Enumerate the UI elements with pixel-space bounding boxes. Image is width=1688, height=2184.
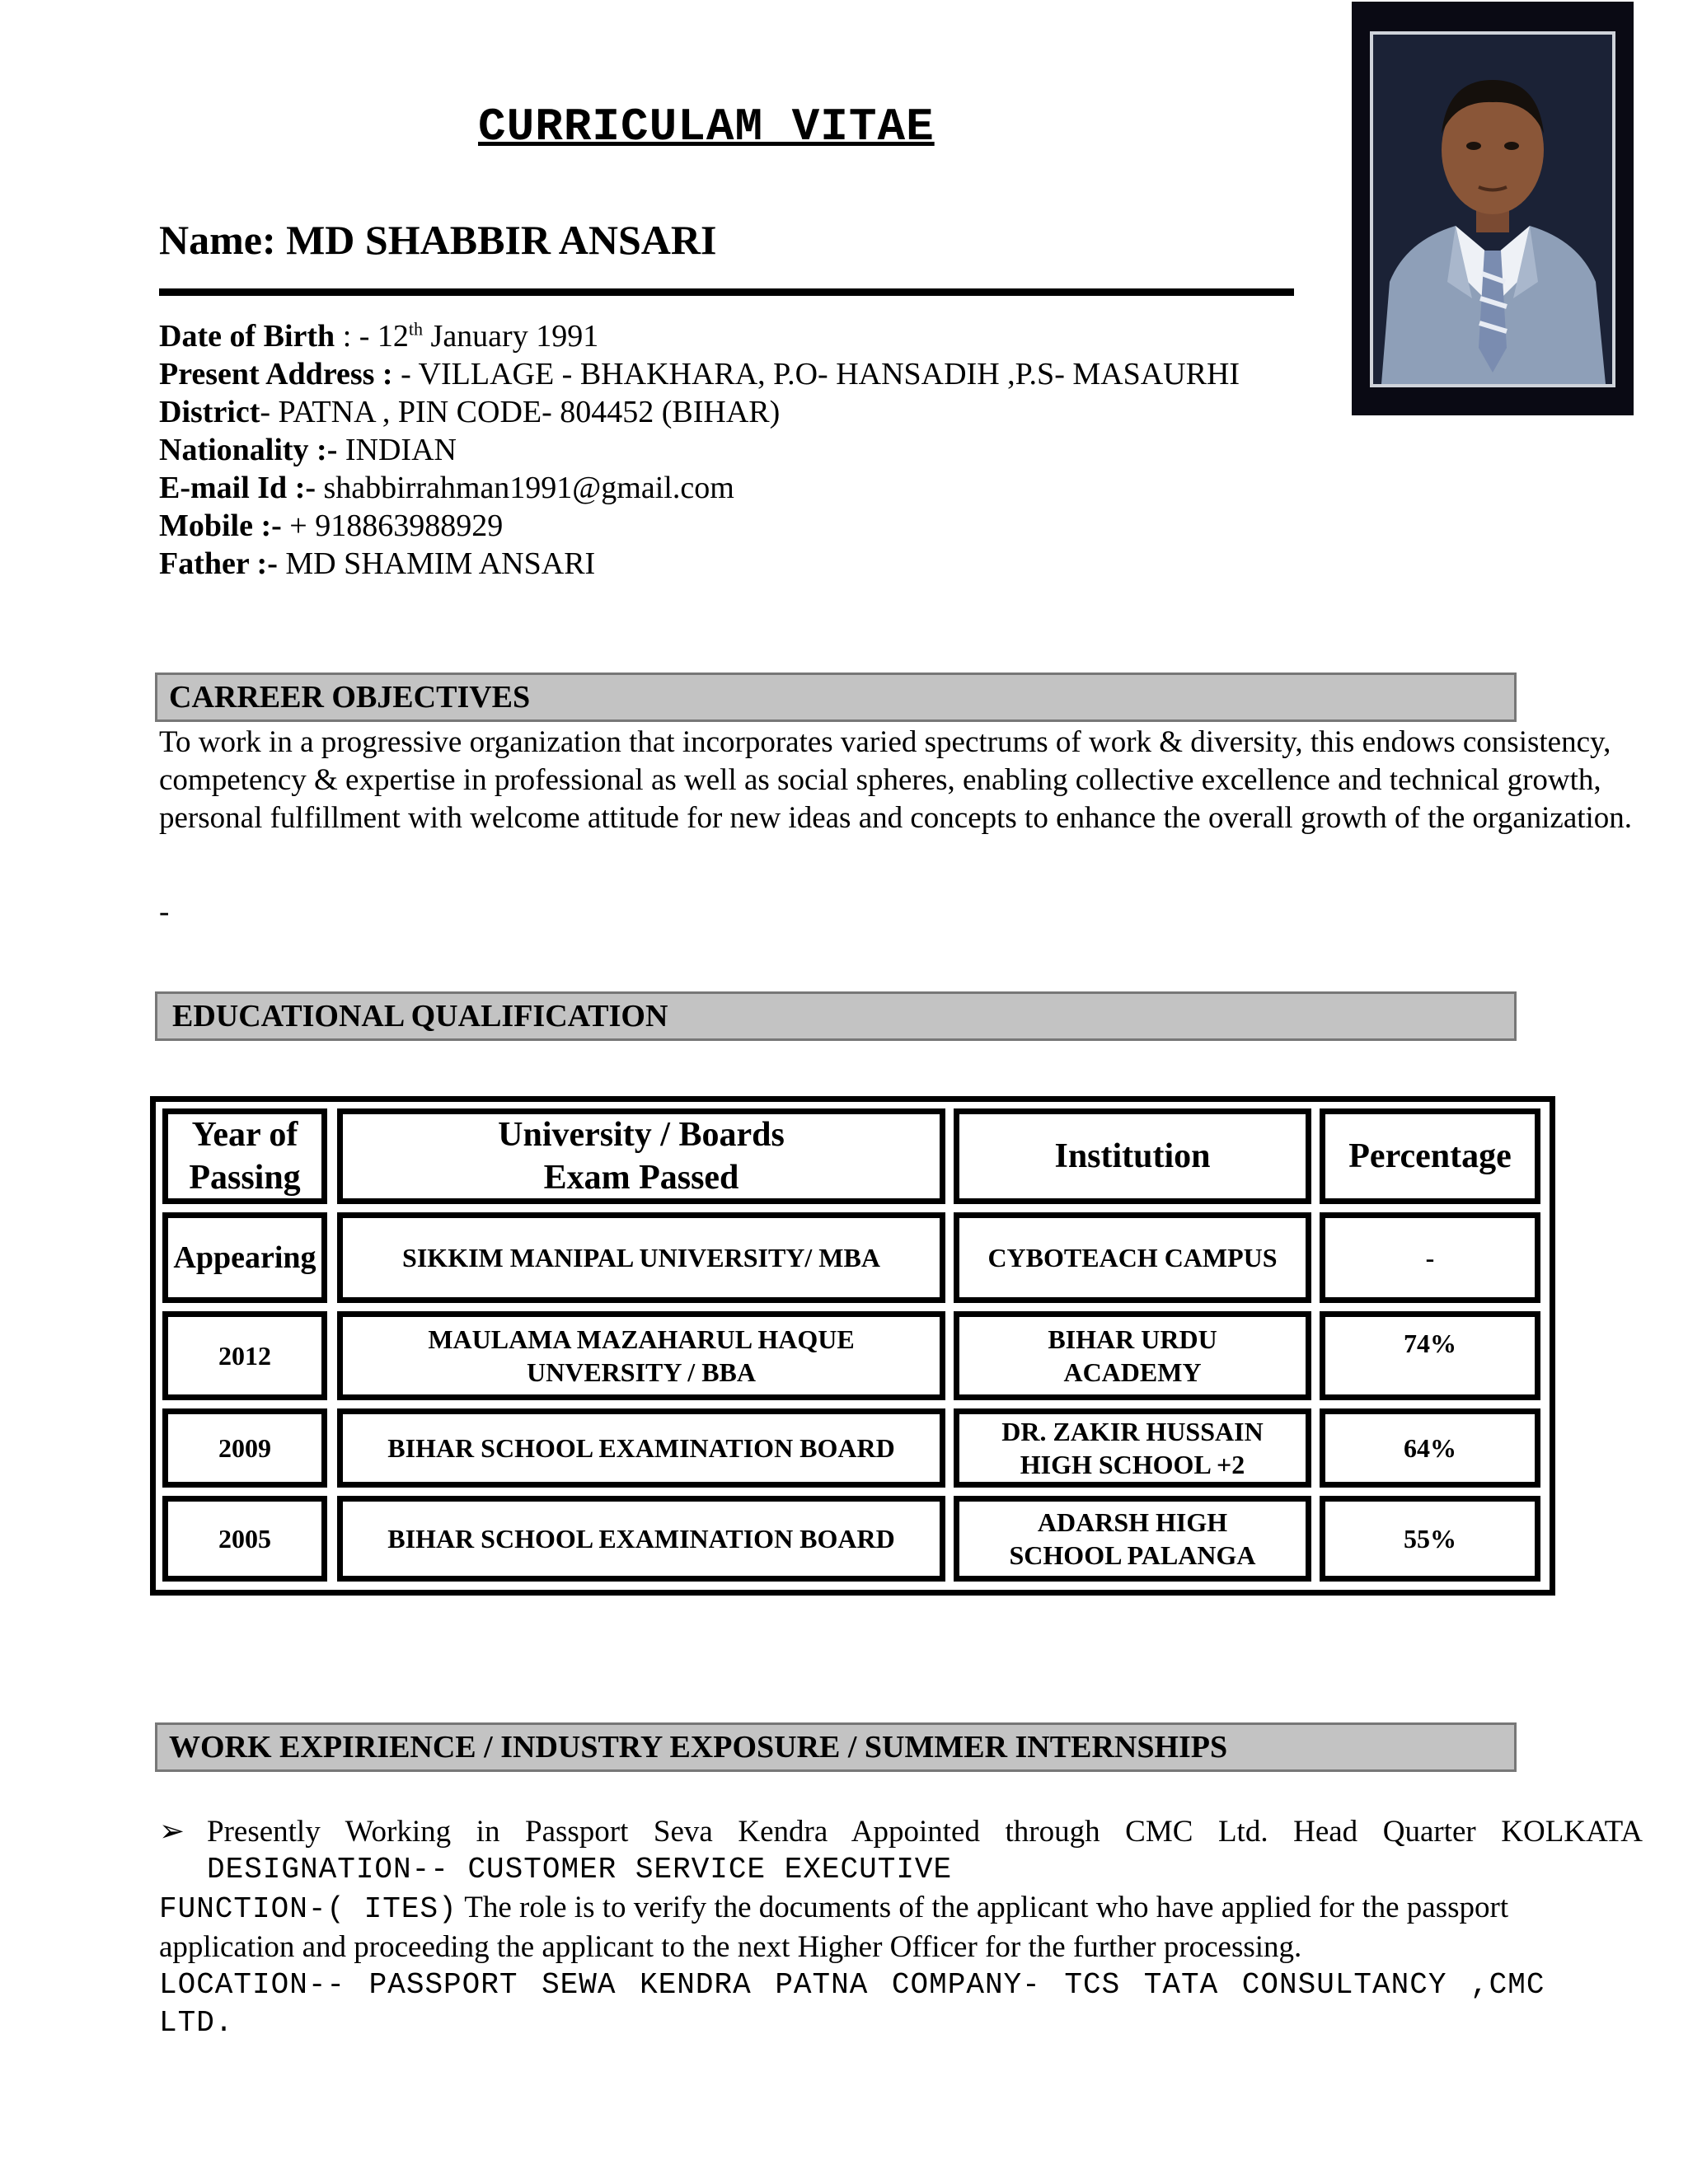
work-function	[159, 1889, 1643, 1966]
arrow-bullet-icon: ➢	[159, 1815, 185, 1849]
table-cell-board-line2: UNVERSITY / BBA	[527, 1357, 756, 1387]
address-label: Present Address :	[159, 357, 393, 391]
table-cell-institution-line1: BIHAR URDU	[1048, 1324, 1217, 1354]
nationality-row	[159, 431, 1240, 469]
email-row	[159, 469, 1240, 507]
column-header-institution: Institution	[954, 1108, 1311, 1204]
work-details	[159, 1813, 1643, 2042]
nationality-value: INDIAN	[337, 433, 457, 467]
table-cell-year: 2009	[162, 1408, 327, 1488]
document-title: CURRICULAM VITAE	[478, 101, 935, 153]
table-cell-institution: CYBOTEACH CAMPUS	[954, 1212, 1311, 1303]
column-header-university-line2: Exam Passed	[543, 1159, 739, 1197]
dob-suffix: th	[408, 318, 424, 340]
name-underline-rule	[159, 288, 1294, 296]
education-table	[150, 1096, 1555, 1596]
dob-separator: : -	[335, 319, 377, 354]
address-value: - VILLAGE - BHAKHARA, P.O- HANSADIH ,P.S- MASAURHI	[392, 357, 1240, 391]
dob-row	[159, 317, 1240, 355]
district-value: - PATNA , PIN CODE- 804452 (BIHAR)	[260, 395, 781, 429]
mobile-row	[159, 507, 1240, 545]
table-cell-board: BIHAR SCHOOL EXAMINATION BOARD	[337, 1496, 945, 1582]
objectives-text: To work in a progressive organization that incorporates varied spectrums of work & diversity, this endows consistency, competency & expertise in professional as well as social spheres, enabling collective excellence and technical growth, personal fulfillment with welcome attitude for new ideas and concepts to enhance the overall growth of the organization.	[159, 725, 1633, 835]
district-row	[159, 393, 1240, 431]
objectives-dash: -	[159, 895, 170, 929]
table-cell-institution-line1: DR. ZAKIR HUSSAIN	[1001, 1417, 1264, 1446]
person-portrait-icon	[1373, 35, 1612, 384]
address-row	[159, 355, 1240, 393]
work-location: LOCATION-- PASSPORT SEWA KENDRA PATNA COMPANY- TCS TATA CONSULTANCY ,CMC LTD.	[159, 1968, 1545, 2040]
table-cell-institution-line2: ACADEMY	[1063, 1357, 1202, 1387]
email-value: shabbirrahman1991@gmail.com	[316, 471, 734, 505]
column-header-percentage: Percentage	[1320, 1108, 1540, 1204]
work-heading: WORK EXPIRIENCE / INDUSTRY EXPOSURE / SUMMER INTERNSHIPS	[155, 1722, 1517, 1772]
table-cell-year: Appearing	[162, 1212, 327, 1303]
table-cell-institution-line2: SCHOOL PALANGA	[1009, 1540, 1256, 1570]
table-cell-percentage: 74%	[1320, 1311, 1540, 1400]
mobile-value: + 918863988929	[281, 509, 504, 543]
work-bullet-item	[159, 1813, 1643, 1851]
table-cell-percentage: 55%	[1320, 1496, 1540, 1582]
column-header-university-line1: University / Boards	[498, 1116, 785, 1154]
personal-details	[159, 317, 1240, 583]
father-value: MD SHAMIM ANSARI	[277, 546, 596, 581]
work-designation: DESIGNATION-- CUSTOMER SERVICE EXECUTIVE	[207, 1853, 953, 1886]
table-cell-board: SIKKIM MANIPAL UNIVERSITY/ MBA	[337, 1212, 945, 1303]
table-cell-institution	[954, 1311, 1311, 1400]
column-header-university	[337, 1108, 945, 1204]
table-cell-board: BIHAR SCHOOL EXAMINATION BOARD	[337, 1408, 945, 1488]
table-cell-percentage: 64%	[1320, 1408, 1540, 1488]
table-cell-institution	[954, 1408, 1311, 1488]
father-label: Father :-	[159, 546, 278, 581]
photo-picture	[1370, 31, 1615, 387]
table-cell-board-line1: MAULAMA MAZAHARUL HAQUE	[428, 1324, 855, 1354]
dob-day: 12	[377, 319, 409, 354]
nationality-label: Nationality :-	[159, 433, 338, 467]
table-cell-institution-line1: ADARSH HIGH	[1037, 1507, 1228, 1537]
table-cell-institution	[954, 1496, 1311, 1582]
name-value: MD SHABBIR ANSARI	[286, 217, 717, 263]
education-heading: EDUCATIONAL QUALIFICATION	[155, 991, 1517, 1041]
name-label: Name:	[159, 217, 276, 263]
work-line-1: Presently Working in Passport Seva Kendra Appointed through CMC Ltd. Head Quarter KOLKATA	[207, 1815, 1643, 1849]
objectives-heading: CARREER OBJECTIVES	[155, 673, 1517, 722]
table-cell-year: 2012	[162, 1311, 327, 1400]
father-row	[159, 545, 1240, 583]
table-cell-year: 2005	[162, 1496, 327, 1582]
dob-label: Date of Birth	[159, 319, 335, 354]
profile-photo	[1352, 2, 1634, 415]
table-cell-percentage: -	[1320, 1212, 1540, 1303]
mobile-label: Mobile :-	[159, 509, 282, 543]
dob-rest: January 1991	[423, 319, 599, 354]
column-header-year-line2: Passing	[189, 1159, 301, 1197]
work-function-label: FUNCTION-( ITES)	[159, 1892, 457, 1926]
column-header-year	[162, 1108, 327, 1204]
email-label: E-mail Id :-	[159, 471, 316, 505]
district-label: District	[159, 395, 260, 429]
column-header-year-line1: Year of	[191, 1116, 298, 1154]
work-function-text: The role is to verify the documents of the applicant who have applied for the passport application and proceeding the applicant to the next Higher Officer for the further processing.	[159, 1891, 1509, 1964]
table-cell-board	[337, 1311, 945, 1400]
candidate-name	[159, 216, 716, 264]
table-cell-institution-line2: HIGH SCHOOL +2	[1020, 1450, 1245, 1479]
